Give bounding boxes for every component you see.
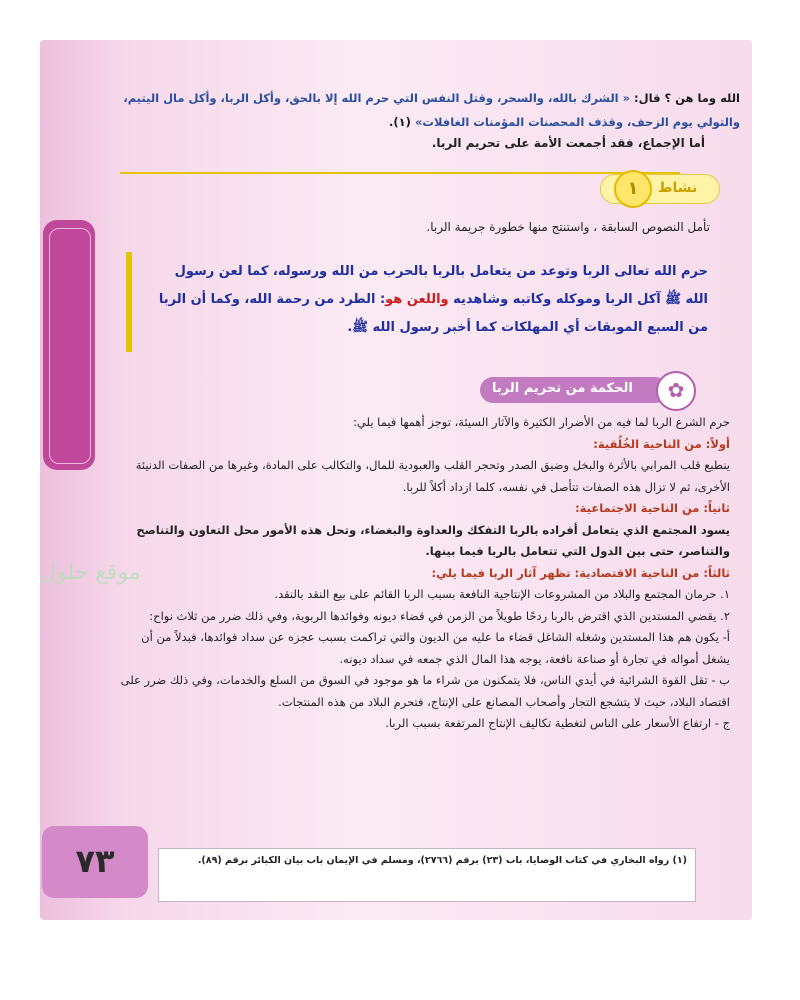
unit-side-tab	[43, 220, 95, 470]
paragraph-social: يسود المجتمع الذي يتعامل أفراده بالربا التفكك والعداوة والبغضاء، وتحل هذه الأمور محل التعاون والتناصح والتناصر، حتى بين الدول التي تتعامل بالربا فيما بينها.	[136, 522, 730, 558]
watermark: موقع حلول	[40, 560, 141, 585]
footnote-text: (١) رواه البخاري في كتاب الوصايا، باب (٢٣) برقم (٢٧٦٦)، ومسلم في الإيمان باب بيان الكبائر برقم (٨٩).	[197, 855, 687, 866]
heading-economic: ثالثاً: من الناحية الاقتصادية: تظهر آثار الربا فيما يلي:	[431, 565, 730, 580]
list-item: ٢. يقضي المستدين الذي اقترض بالربا ردحًا طويلاً من الزمن في قضاء ديونه وفوائدها الربوية، وفي ذلك ضرر من ثلاث نواح:	[149, 608, 730, 623]
sub-item: ب - تقل القوة الشرائية في أيدي الناس، فلا يتمكنون من شراء ما هو موجود في السوق من السلع والخدمات، وفي ذلك ضرر على اقتصاد البلاد، حيث لا يتشجع التجار وأصحاب المصانع على الإنتاج، فتحرم البلاد من هذه المنتجات.	[120, 673, 730, 709]
unit-side-tab-border	[49, 228, 91, 464]
unit-title: الوحدة الرابعة: الربا والمعاملات المصرفية	[18, 213, 34, 468]
answer-highlight: واللعن هو	[385, 292, 449, 307]
sub-item: ج - ارتفاع الأسعار على الناس لتغطية تكاليف الإنتاج المرتفعة بسبب الربا.	[385, 716, 730, 730]
section-body	[112, 412, 730, 735]
hadith-quote: « الشرك بالله، والسحر، وقتل النفس التي حرم الله إلا بالحق، وأكل الربا، وأكل مال اليتيم، والتولي يوم الزحف، وقذف المحصنات المؤمنات الغافلات»	[123, 91, 740, 129]
footnote-ref: (١).	[389, 115, 411, 129]
heading-social: ثانياً: من الناحية الاجتماعية:	[575, 501, 730, 515]
paragraph-moral: ينطبع قلب المرابي بالأثرة والبخل وضيق الصدر وتحجر القلب والعبودية للمال، والتكالب على المادة، وغيرها من الصفات الدنيئة الأخرى، ثم لا تزال هذه الصفات تتأصل في نفسه، كلما ازداد أكلاً للربا.	[135, 458, 730, 494]
activity-divider	[120, 172, 680, 174]
section-header	[480, 375, 700, 405]
flower-icon: ✿	[656, 371, 696, 411]
page-number: ٧٣	[75, 842, 115, 880]
activity-badge	[600, 170, 722, 204]
answer-text-2: : الطرد من رحمة الله، وكما أن الربا من السبع الموبقات أي المهلكات كما أخبر رسول الله ﷺ.	[158, 292, 708, 335]
sub-item: أ- يكون هم هذا المستدين وشغله الشاغل قضاء ما عليه من الديون والتي تراكمت بسبب عجزه عن سداد فوائدها، فبدلاً من أن يشغل أمواله في تجارة أو صناعة نافعة، يوجه هذا المال الذي جمعه في سداد ديونه.	[141, 630, 730, 666]
intro-paragraph	[120, 86, 740, 134]
activity-prompt: تأمل النصوص السابقة ، واستنتج منها خطورة جريمة الربا.	[426, 220, 710, 234]
activity-answer	[152, 258, 708, 342]
consensus-text: أما الإجماع، فقد أجمعت الأمة على تحريم الربا.	[431, 136, 705, 150]
heading-moral: أولاً: من الناحية الخُلُقية:	[593, 436, 730, 451]
section-title: الحكمة من تحريم الربا	[492, 381, 633, 396]
list-item: ١. حرمان المجتمع والبلاد من المشروعات الإنتاجية النافعة بسبب الربا القائم على بيع النقد بالنقد.	[274, 587, 730, 601]
body-intro: حرم الشرع الربا لما فيه من الأضرار الكثيرة والآثار السيئة، توجز أهمها فيما يلي:	[353, 415, 730, 429]
activity-label: نشاط	[658, 180, 698, 196]
footnote-box	[158, 848, 696, 902]
activity-accent-bar	[126, 252, 132, 352]
page-number-box	[42, 826, 148, 898]
answer-text-1: حرم الله تعالى الربا وتوعد من يتعامل بالربا بالحرب من الله ورسوله، كما لعن رسول الله ﷺ آكل الربا وموكله وكاتبه وشاهديه	[174, 264, 708, 307]
activity-number: ١	[614, 170, 652, 208]
intro-lead: الله وما هن ؟ قال:	[630, 91, 740, 105]
